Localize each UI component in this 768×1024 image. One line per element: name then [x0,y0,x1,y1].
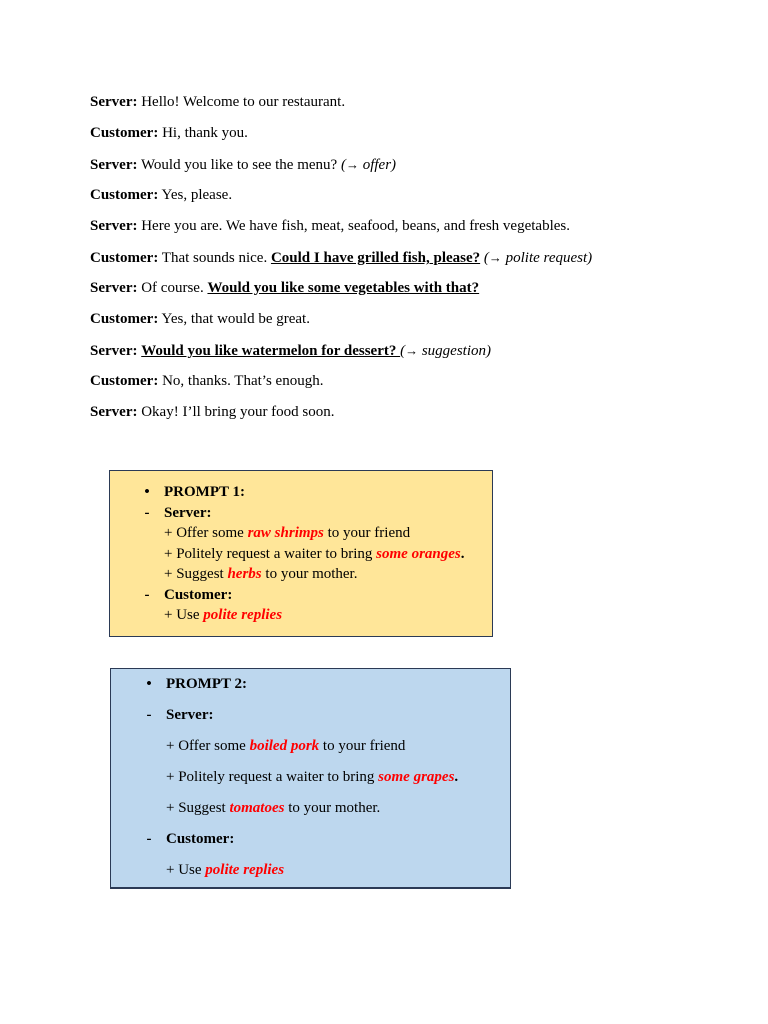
dialogue-line [90,341,730,372]
task-offer: + Offer some raw shrimps to your friend [164,525,411,541]
task-suggest: + Suggest herbs to your mother. [164,566,358,582]
dialogue-line [90,155,730,186]
line-text: Okay! I’ll bring your food soon. [137,404,335,420]
dash-icon: - [144,504,150,521]
prompt-2-box [110,668,511,889]
dialogue-line [90,279,730,310]
speaker-label: Server: [90,404,138,420]
dash-icon: - [146,831,152,847]
customer-label: Customer: [166,831,235,847]
dialogue-line [90,248,730,279]
server-row [144,504,465,525]
speaker-label: Server: [90,280,138,296]
underlined-phrase: Could I have grilled fish, please? [270,250,481,266]
task-offer: + Offer some boiled pork to your friend [166,738,406,754]
prompt-title: PROMPT 2: [166,676,247,692]
line-text: Yes, that would be great. [158,311,310,327]
arrow-icon: → [405,343,419,358]
speaker-label: Customer: [90,250,159,266]
speaker-label: Server: [90,218,138,234]
bullet-icon: • [144,484,150,500]
server-label: Server: [164,504,212,521]
speaker-label: Server: [90,343,138,359]
highlight-text: boiled pork [249,738,320,754]
dialogue-line [90,403,730,434]
line-text: Here you are. We have fish, meat, seafood, beans, and fresh vegetables. [137,218,570,234]
customer-label: Customer: [164,586,233,603]
line-text: That sounds nice. [158,250,271,266]
speaker-label: Customer: [90,311,159,327]
dialogue-line [90,124,730,155]
speaker-label: Customer: [90,125,159,141]
line-text: Of course. [137,280,208,296]
highlight-text: tomatoes [229,800,285,816]
line-text: Hello! Welcome to our restaurant. [137,94,346,110]
underlined-phrase: Would you like watermelon for dessert? [141,343,401,359]
underlined-phrase: Would you like some vegetables with that? [207,280,480,296]
dialogue-line [90,372,730,403]
function-note: (→ offer) [340,157,397,173]
speaker-label: Server: [90,157,138,173]
line-text: No, thanks. That’s enough. [158,373,324,389]
highlight-text: some grapes [378,769,455,785]
task-suggest: + Suggest tomatoes to your mother. [166,800,381,816]
prompt-1-box [109,470,493,637]
task-request: + Politely request a waiter to bring some grapes. [166,769,459,785]
speaker-label: Customer: [90,373,159,389]
highlight-text: some oranges [376,545,461,562]
line-text: Hi, thank you. [158,125,248,141]
bullet-icon: • [146,676,152,692]
customer-row [144,586,465,607]
arrow-icon: → [488,250,502,265]
prompt-title: PROMPT 1: [164,484,245,500]
server-label: Server: [166,707,214,723]
dialogue-line [90,93,730,124]
customer-row [146,830,458,861]
function-note: (→ polite request) [480,250,593,266]
line-text: Would you like to see the menu? [137,157,341,173]
highlight-text: herbs [227,566,262,582]
dialogue-line [90,186,730,217]
prompt-title-row [146,675,458,706]
dialogue-line [90,217,730,248]
line-text: Yes, please. [158,187,233,203]
arrow-icon: → [345,157,359,172]
task-use: + Use polite replies [166,862,285,878]
highlight-text: polite replies [205,862,285,878]
dialogue-line [90,310,730,341]
prompt-title-row [144,483,465,504]
function-note: (→ suggestion) [400,343,492,359]
speaker-label: Customer: [90,187,159,203]
task-request: + Politely request a waiter to bring some oranges. [164,545,465,562]
dash-icon: - [144,586,150,603]
dialogue [90,93,730,434]
highlight-text: polite replies [203,607,283,623]
speaker-label: Server: [90,94,138,110]
dash-icon: - [146,707,152,723]
server-row [146,706,458,737]
task-use: + Use polite replies [164,607,283,623]
highlight-text: raw shrimps [247,525,324,541]
